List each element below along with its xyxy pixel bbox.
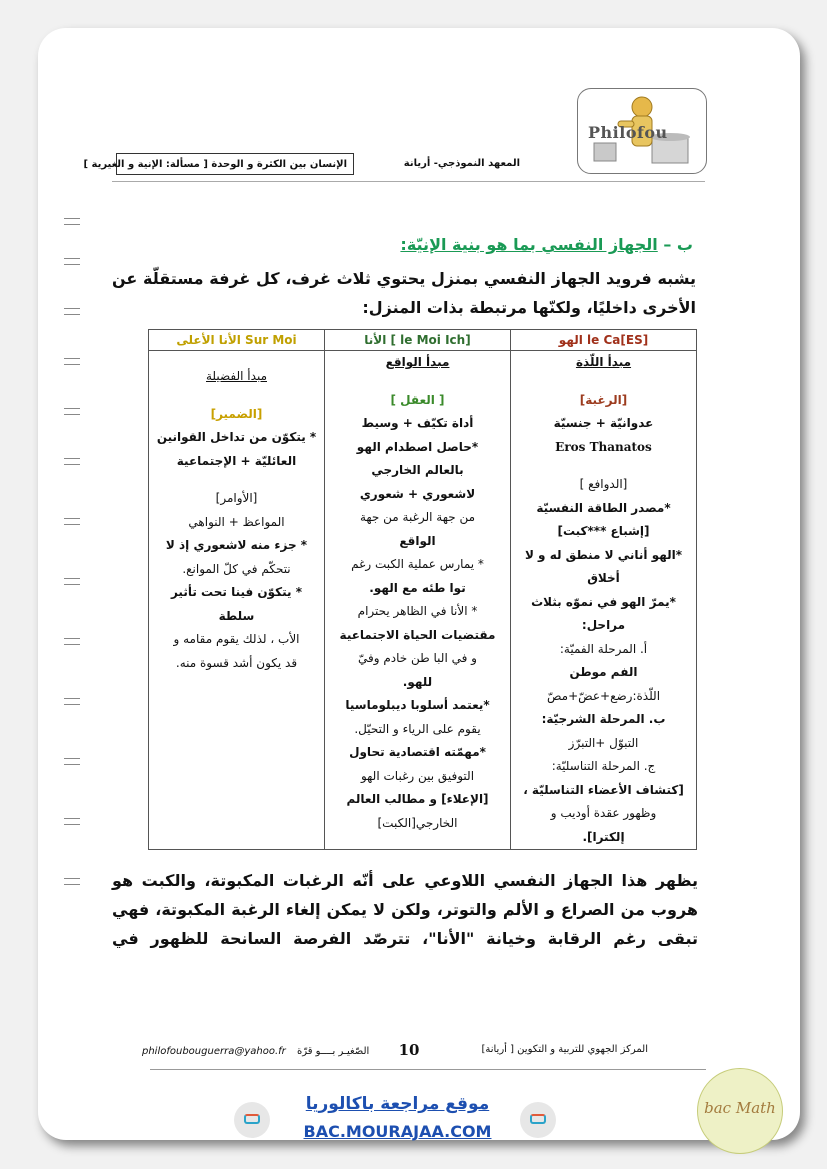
book-icon-right xyxy=(520,1102,556,1138)
ca-line: ب. المرحلة الشرجيّة: xyxy=(541,712,666,726)
philofou-logo xyxy=(577,88,707,174)
footer-author xyxy=(142,1045,384,1059)
ca-line: [إشباع ***كبت] xyxy=(557,524,650,538)
ca-line: *يمرّ الهو في نموّه بثلاث مراحل: xyxy=(531,594,676,632)
section-title-prefix: ب – xyxy=(663,235,693,254)
author-email[interactable]: philofoubouguerra@yahoo.fr xyxy=(142,1046,286,1057)
sur-moi-bullet-3-cont-1: الأب ، لذلك يقوم مقامه و xyxy=(173,632,300,646)
moi-line: *يعتمد أسلوبا ديبلوماسيا xyxy=(345,698,490,712)
moi-line: *مهمّته اقتصادية تحاول xyxy=(349,745,486,759)
moi-line: يقوم على الرياء و التحيّل. xyxy=(354,721,481,736)
watermark-url[interactable]: BAC.MOURAJAA.COM xyxy=(303,1122,492,1141)
moi-line: الواقع xyxy=(399,533,436,548)
ca-principle: مبدأ اللّذة xyxy=(575,355,632,369)
ca-line: أ. المرحلة الفميّة: xyxy=(559,641,648,656)
header-sur-moi: الأنا الأعلى Sur Moi xyxy=(149,330,325,351)
intro-paragraph: يشبه فرويد الجهاز النفسي بمنزل يحتوي ثلاث غرف، كل غرفة مستقلّة عن الأخرى داخليًا، ولكنّها مرتبطة بذات المنزل: xyxy=(112,269,696,317)
header-moi: الأنا [ le Moi Ich] xyxy=(325,330,511,351)
sur-moi-bullet-3-cont-2: قد يكون أشد قسوة منه. xyxy=(175,655,298,670)
moi-line: بالعالم الخارجي xyxy=(371,463,464,477)
sur-moi-principle: مبدأ الفضيلة xyxy=(206,369,267,383)
moi-line: للهو. xyxy=(402,674,433,689)
moi-line: من جهة الرغبة من جهة xyxy=(359,510,476,524)
moi-line: التوفيق بين رغبات الهو xyxy=(360,768,475,783)
margin-decoration xyxy=(62,198,86,898)
ca-line: اللّذة:رضع+عضّ+مصّ xyxy=(546,688,661,703)
ca-drives: [الدوافع ] xyxy=(579,477,628,491)
sur-moi-bullet-2-cont: نتحكّم في كلّ الموانع. xyxy=(182,561,291,576)
school-name: المعهد النموذجي- أريانة xyxy=(403,158,520,169)
ca-line: وظهور عقدة أوديب و xyxy=(550,806,657,820)
moi-line: * يمارس عملية الكبت رغم xyxy=(351,557,484,571)
watermark-banner[interactable] xyxy=(290,1090,505,1150)
ca-line: ج. المرحلة التناسليّة: xyxy=(551,759,656,773)
moi-line: لاشعوري + شعوري xyxy=(359,486,476,501)
footer-divider xyxy=(150,1069,706,1070)
moi-line: *حاصل اصطدام الهو xyxy=(356,439,479,454)
unit-title-box: الإنسان بين الكثرة و الوحدة [ مسألة: الإنية و الغيرية ] xyxy=(116,153,354,175)
header-ca: الهو le Ca[ES] xyxy=(511,330,697,351)
psyche-table xyxy=(148,329,697,850)
ca-desire-parts: عدوانيّة + جنسيّة xyxy=(553,416,654,430)
badge-text: bac Math xyxy=(704,1099,776,1117)
sur-moi-bullet-1-cont: العائليّة + الإجتماعية xyxy=(176,453,297,468)
moi-line: أداة تكيّف + وسيط xyxy=(361,416,474,430)
section-title-text: الجهاز النفسي بما هو بنية الإنيّة: xyxy=(400,235,658,254)
header-divider xyxy=(112,181,705,182)
moi-line: و في البا طن خادم وفيّ xyxy=(358,651,477,665)
logo-text: Philofou xyxy=(588,123,668,142)
moi-line: الخارجي[الكبت] xyxy=(377,815,458,830)
moi-line: مقتضيات الحياة الاجتماعية xyxy=(339,627,496,642)
moi-cell xyxy=(325,351,511,850)
sur-moi-bullet-2: * جزء منه لاشعوري إذ لا xyxy=(165,538,308,552)
sur-moi-conscience: [الضمير] xyxy=(210,406,263,421)
ca-line: *مصدر الطاقة النفسيّة xyxy=(536,500,671,515)
ca-line: إلكترا]. xyxy=(582,829,625,844)
sur-moi-orders: [الأوامر] xyxy=(215,491,258,505)
moi-line: توا طئه مع الهو. xyxy=(369,580,466,595)
moi-reason: [ العقل ] xyxy=(390,392,445,407)
bac-math-badge xyxy=(697,1068,783,1154)
moi-principle: مبدأ الواقع xyxy=(385,355,450,369)
section-title xyxy=(200,232,693,258)
author-name: الصّغيـر بــــو قرّة xyxy=(296,1046,370,1057)
moi-line: * الأنا في الظاهر يحترام xyxy=(357,604,478,618)
moi-line: [الإعلاء] و مطالب العالم xyxy=(346,792,489,806)
watermark-arabic[interactable]: موقع مراجعة باكالوريا xyxy=(305,1094,490,1114)
sur-moi-cell xyxy=(149,351,325,850)
ca-line: *الهو أناني لا منطق له و لا أخلاق xyxy=(524,547,683,585)
book-icon-left xyxy=(234,1102,270,1138)
closing-paragraph: يظهر هذا الجهاز النفسي اللاوعي على أنّه الرغبات المكبوتة، والكبت هو هروب من الصراع و الألم والتوتر، ولكن لا يمكن إلغاء الرغبة المكبوتة، فهي تبقى رغم الرقابة وخيانة "الأنا"، تترصّد الفرصة السانحة للظهور في xyxy=(112,871,698,948)
sur-moi-orders-parts: المواعظ + النواهي xyxy=(188,514,285,529)
ca-line: الفم موطن xyxy=(569,665,638,679)
ca-cell xyxy=(511,351,697,850)
ca-desire: [الرغبة] xyxy=(579,392,628,407)
page-number: 10 xyxy=(398,1041,420,1059)
sur-moi-bullet-3: * يتكوّن فينا تحت تأثير سلطة xyxy=(170,585,303,623)
sur-moi-bullet-1: * يتكوّن من تداخل القوانين xyxy=(156,430,317,444)
ca-line: [كتشاف الأعضاء التناسليّة ، xyxy=(523,782,684,797)
ca-line: التبوّل +التبرّز xyxy=(568,735,639,750)
ca-eros-thanatos: Eros Thanatos xyxy=(555,439,652,454)
footer-center: المركز الجهوي للتربية و التكوين [ أريانة] xyxy=(481,1044,648,1055)
